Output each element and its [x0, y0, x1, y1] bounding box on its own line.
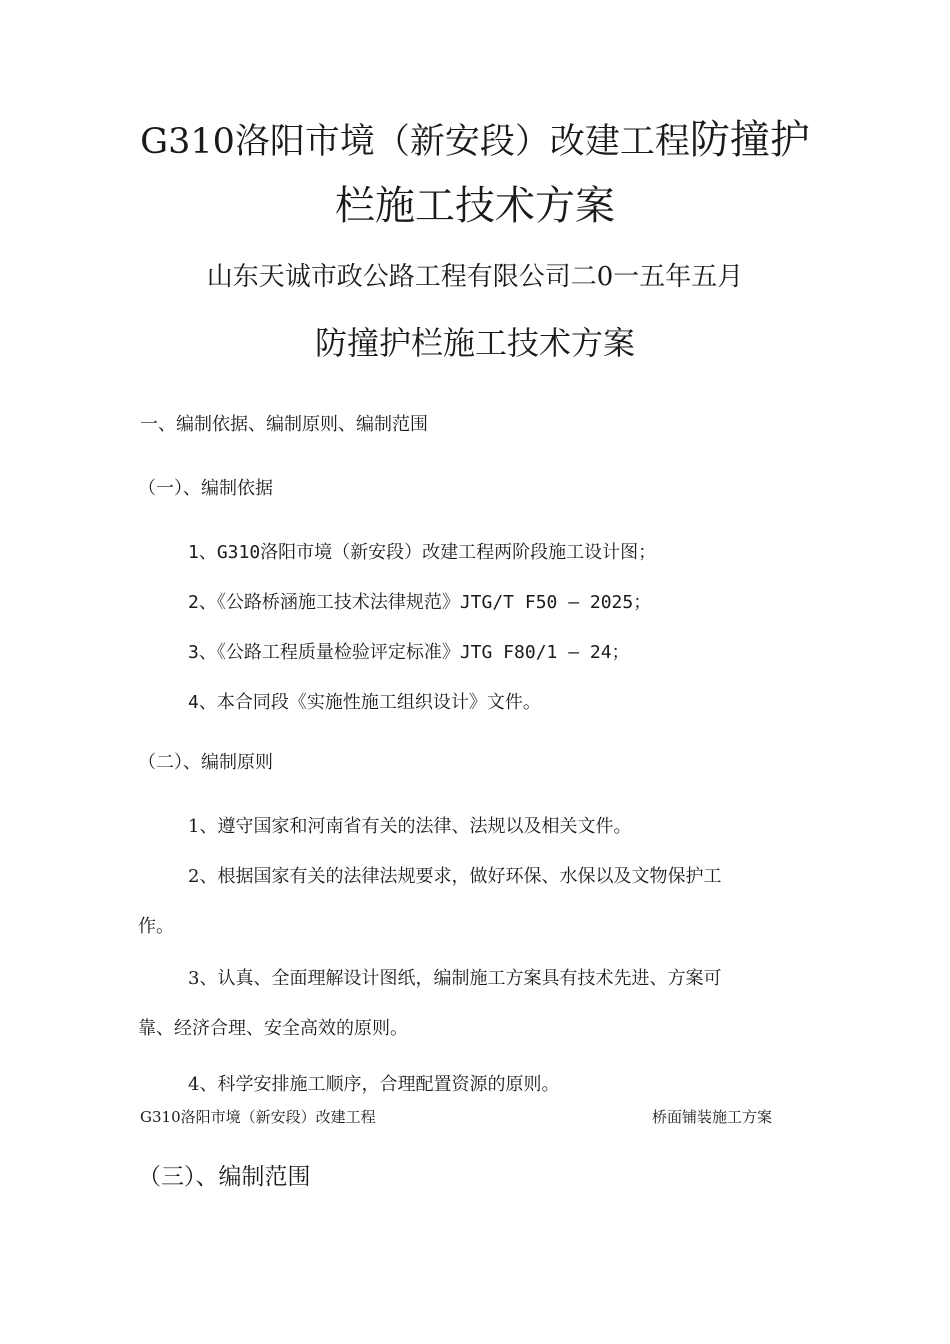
principle-item-3-line-2: 靠、经济合理、安全高效的原则。 [138, 1018, 408, 1039]
basis-heading: （一）、编制依据 [138, 478, 273, 499]
title-main-text: G310洛阳市境（新安段）改建工程 [140, 122, 690, 162]
principle-item-2-line-1: 2、根据国家有关的法律法规要求，做好环保、水保以及文物保护工 [188, 866, 722, 887]
basis-item-3: 3、《公路工程质量检验评定标准》JTG F80/1 — 24； [188, 642, 630, 663]
basis-item-4: 4、本合同段《实施性施工组织设计》文件。 [188, 692, 541, 713]
document-subtitle: 防撞护栏施工技术方案 [314, 324, 635, 362]
document-title-line-1 [0, 108, 950, 165]
principle-item-2-line-2: 作。 [138, 916, 174, 937]
section-1-heading: 一、编制依据、编制原则、编制范围 [140, 414, 428, 435]
principle-item-4: 4、科学安排施工顺序，合理配置资源的原则。 [188, 1074, 560, 1095]
page-footer-right: 桥面铺装施工方案 [652, 1108, 773, 1126]
page-footer-left: G310洛阳市境（新安段）改建工程 [140, 1108, 376, 1126]
basis-item-1: 1、G310洛阳市境（新安段）改建工程两阶段施工设计图； [188, 542, 657, 563]
company-date-line: 山东天诚市政公路工程有限公司二0一五年五月 [206, 262, 744, 292]
title-large-text: 防撞护 [689, 117, 810, 163]
scope-heading: （三）、编制范围 [138, 1164, 311, 1190]
basis-item-2: 2、《公路桥涵施工技术法律规范》JTG/T F50 — 2025； [188, 592, 652, 613]
document-title-line-2: 栏施工技术方案 [335, 183, 615, 229]
principle-item-1: 1、遵守国家和河南省有关的法律、法规以及相关文件。 [188, 816, 632, 837]
principle-item-3-line-1: 3、认真、全面理解设计图纸，编制施工方案具有技术先进、方案可 [188, 968, 722, 989]
principles-heading: （二）、编制原则 [138, 752, 273, 773]
